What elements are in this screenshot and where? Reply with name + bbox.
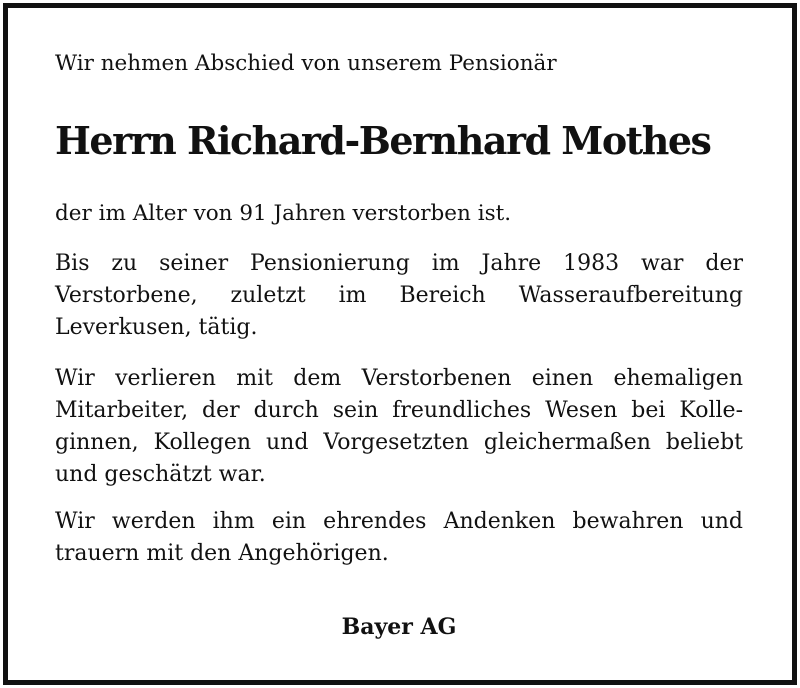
- tribute-paragraph: Wir verlieren mit dem Verstorbenen einen ehemaligen Mitarbeiter, der durch sein freundliches Wesen bei Kolleginnen, Kollegen und Vorgesetzten gleichermaßen beliebt und geschätzt war.: [55, 366, 743, 487]
- age-line: der im Alter von 91 Jahren verstorben ist.: [55, 201, 512, 226]
- intro-line: Wir nehmen Abschied von unserem Pensionär: [55, 51, 557, 76]
- company-signature: Bayer AG: [341, 614, 457, 640]
- notice-border: [3, 3, 797, 685]
- career-paragraph: Bis zu seiner Pensionierung im Jahre 1983 war der Verstorbene, zuletzt im Bereich Wasseraufbereitung Leverkusen, tätig.: [55, 251, 743, 340]
- closing-paragraph: Wir werden ihm ein ehrendes Andenken bewahren und trauern mit den Angehörigen.: [55, 509, 743, 566]
- deceased-name: Herrn Richard-Bernhard Mothes: [55, 118, 711, 163]
